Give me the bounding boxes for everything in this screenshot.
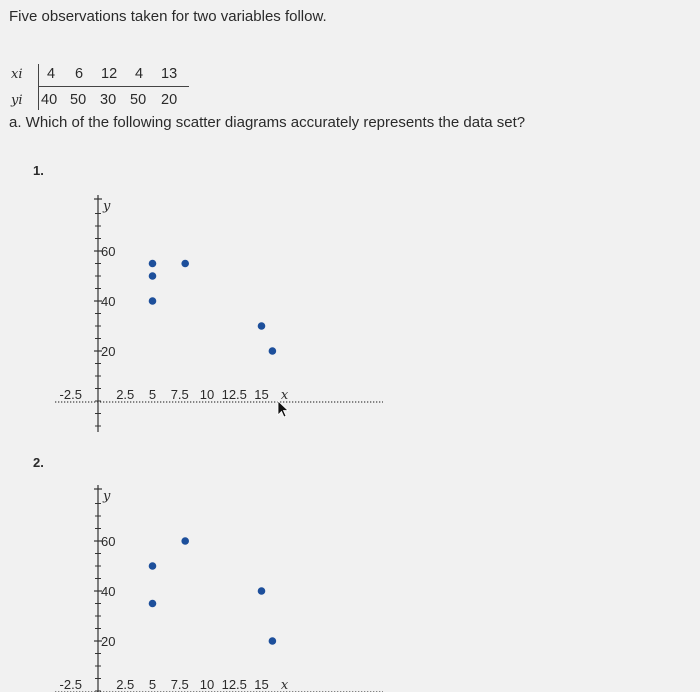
x-value: 12 <box>101 66 118 82</box>
data-point <box>258 587 266 595</box>
y-tick-label: 60 <box>101 244 116 259</box>
y-tick-label: 40 <box>101 294 116 309</box>
y-value: 50 <box>70 92 87 108</box>
scatter-plot-option-1[interactable] <box>55 195 383 432</box>
data-point <box>149 562 157 570</box>
x-tick-label: 12.5 <box>221 677 247 692</box>
scatter-plot-option-2[interactable] <box>55 485 383 692</box>
x-tick-label: 2.5 <box>116 677 135 692</box>
question-text: a. Which of the following scatter diagrams accurately represents the data set? <box>9 114 526 131</box>
mouse-cursor-icon <box>278 401 288 417</box>
option-1-number: 1. <box>33 163 44 178</box>
data-point <box>269 637 277 645</box>
x-tick-label: 10 <box>199 387 215 402</box>
x-axis-label: x <box>280 678 289 692</box>
x-tick-label: 5 <box>148 677 157 692</box>
x-label: xi <box>11 67 23 82</box>
x-tick-label: 5 <box>148 387 157 402</box>
y-axis-label: y <box>103 199 111 214</box>
y-label: yi <box>11 93 23 108</box>
y-tick-label: 40 <box>101 584 116 599</box>
y-value: 20 <box>161 92 178 108</box>
x-axis-label: x <box>280 388 289 403</box>
x-tick-label: 10 <box>199 677 215 692</box>
y-value: 40 <box>41 92 58 108</box>
data-point <box>149 600 157 608</box>
y-tick-label: 20 <box>101 634 116 649</box>
x-tick-label: -2.5 <box>59 677 82 692</box>
data-point <box>181 260 189 268</box>
x-tick-label: 15 <box>254 387 269 402</box>
y-value: 50 <box>130 92 147 108</box>
data-point <box>258 322 266 330</box>
data-point <box>149 272 157 280</box>
y-axis-label: y <box>103 489 111 504</box>
x-value: 4 <box>135 66 144 82</box>
data-point <box>149 297 157 305</box>
y-tick-label: 60 <box>101 534 116 549</box>
x-tick-label: 12.5 <box>221 387 247 402</box>
x-tick-label: 15 <box>254 677 269 692</box>
option-2-number: 2. <box>33 455 44 470</box>
x-tick-label: 2.5 <box>116 387 135 402</box>
problem-intro: Five observations taken for two variables follow. <box>9 8 327 25</box>
data-point <box>149 260 157 268</box>
y-value: 30 <box>100 92 117 108</box>
x-value: 4 <box>47 66 56 82</box>
y-tick-label: 20 <box>101 344 116 359</box>
data-point <box>269 347 277 355</box>
x-tick-label: -2.5 <box>59 387 82 402</box>
x-value: 13 <box>161 66 178 82</box>
data-point <box>181 537 189 545</box>
x-value: 6 <box>75 66 84 82</box>
x-tick-label: 7.5 <box>170 677 189 692</box>
x-tick-label: 7.5 <box>170 387 189 402</box>
